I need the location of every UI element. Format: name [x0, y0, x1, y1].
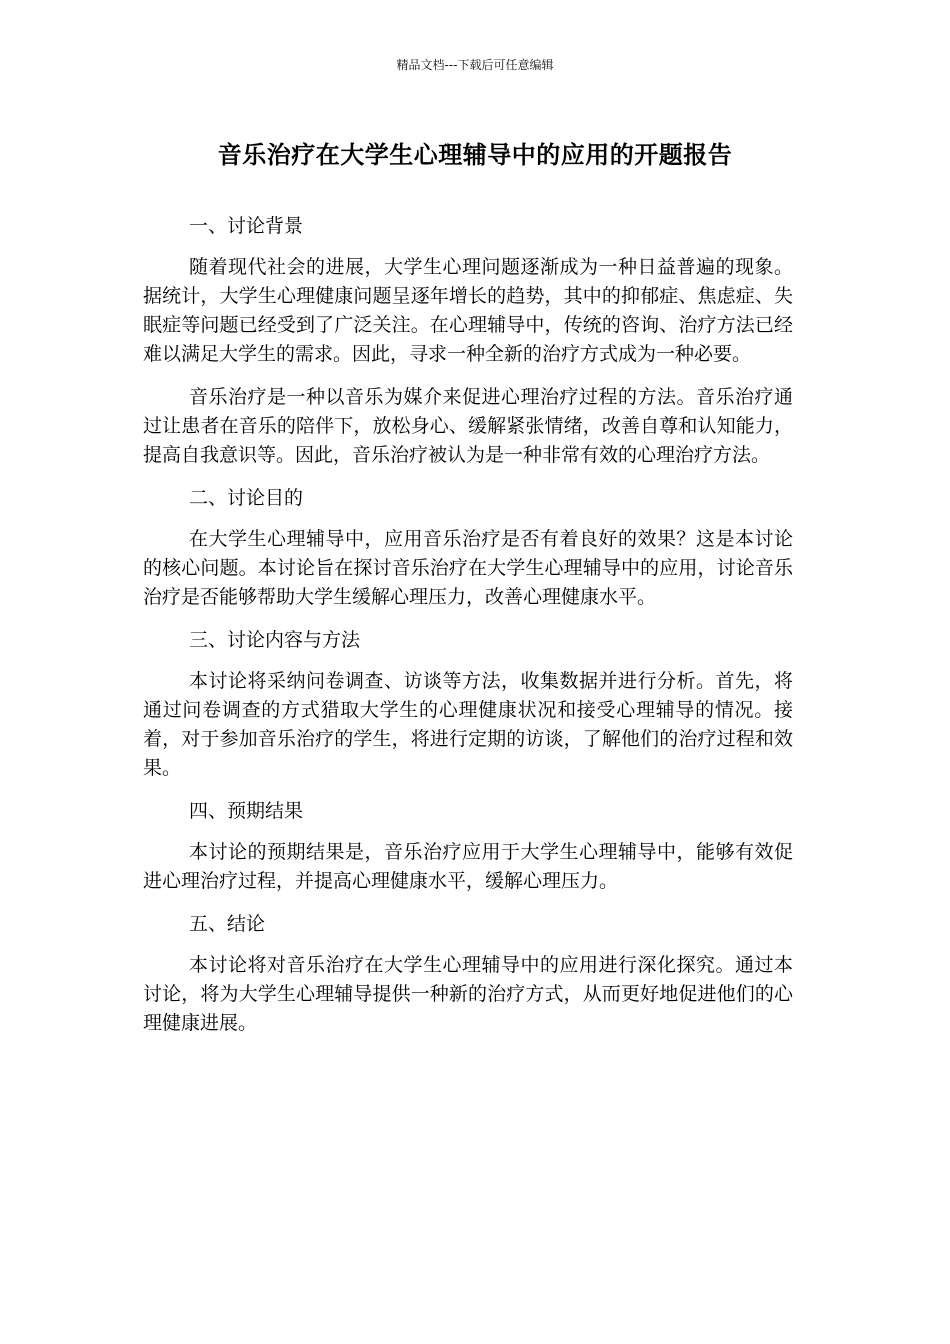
body-paragraph: 在大学生心理辅导中，应用音乐治疗是否有着良好的效果？这是本讨论的核心问题。本讨论旨在探讨音乐治疗在大学生心理辅导中的应用，讨论音乐治疗是否能够帮助大学生缓解心理压力，改善心理健康水平。 [143, 528, 793, 608]
section-heading: 三、讨论内容与方法 [189, 629, 361, 651]
section-heading: 二、讨论目的 [189, 487, 304, 509]
section-conclusion [143, 910, 793, 1038]
section-content-methods [143, 626, 793, 783]
section-expected-results [143, 797, 793, 896]
section-heading: 一、讨论背景 [189, 215, 304, 237]
body-paragraph: 随着现代社会的进展，大学生心理问题逐渐成为一种日益普遍的现象。据统计，大学生心理健康问题呈逐年增长的趋势，其中的抑郁症、焦虑症、失眠症等问题已经受到了广泛关注。在心理辅导中，传统的咨询、治疗方法已经难以满足大学生的需求。因此，寻求一种全新的治疗方式成为一种必要。 [143, 256, 793, 365]
body-paragraph: 本讨论将对音乐治疗在大学生心理辅导中的应用进行深化探究。通过本讨论，将为大学生心理辅导提供一种新的治疗方式，从而更好地促进他们的心理健康进展。 [143, 954, 793, 1034]
section-purpose [143, 484, 793, 612]
body-paragraph: 本讨论的预期结果是，音乐治疗应用于大学生心理辅导中，能够有效促进心理治疗过程，并提高心理健康水平，缓解心理压力。 [143, 841, 793, 892]
body-paragraph: 本讨论将采纳问卷调查、访谈等方法，收集数据并进行分析。首先，将通过问卷调查的方式猎取大学生的心理健康状况和接受心理辅导的情况。接着，对于参加音乐治疗的学生，将进行定期的访谈，了解他们的治疗过程和效果。 [143, 670, 793, 779]
document-body [143, 212, 793, 1052]
section-heading: 五、结论 [189, 913, 266, 935]
section-background [143, 212, 793, 470]
body-paragraph: 音乐治疗是一种以音乐为媒介来促进心理治疗过程的方法。音乐治疗通过让患者在音乐的陪伴下，放松身心、缓解紧张情绪，改善自尊和认知能力，提高自我意识等。因此，音乐治疗被认为是一种非常有效的心理治疗方法。 [143, 386, 793, 466]
header-note: 精品文档---下载后可任意编辑 [396, 58, 554, 72]
section-heading: 四、预期结果 [189, 800, 304, 822]
document-title: 音乐治疗在大学生心理辅导中的应用的开题报告 [217, 141, 733, 169]
